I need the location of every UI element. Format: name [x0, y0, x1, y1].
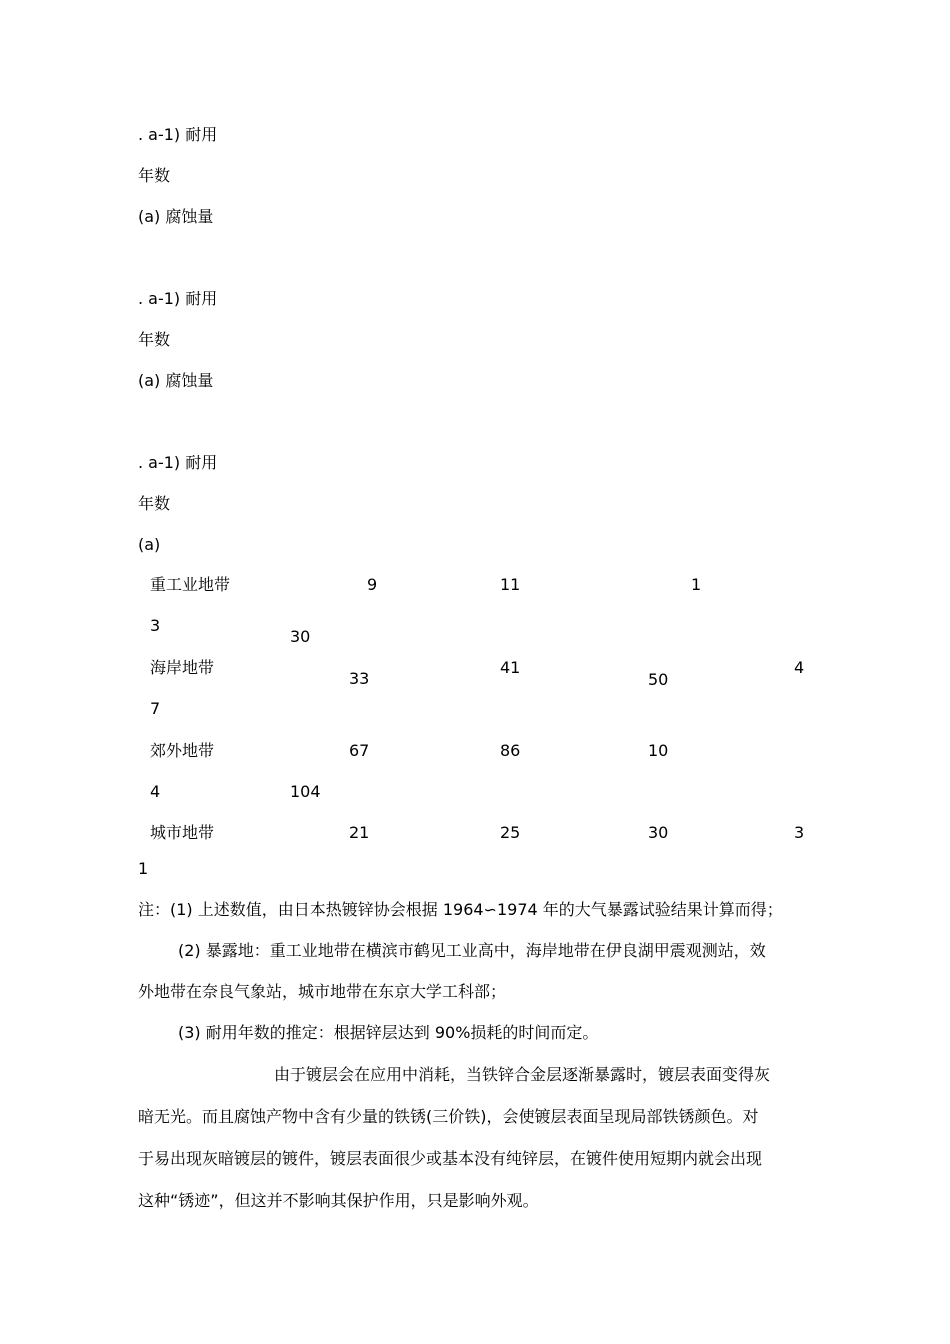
table-cell: 30 — [648, 823, 669, 842]
table-cell: 33 — [349, 669, 370, 688]
table-cell: 9 — [367, 575, 378, 594]
table-cell: 4 — [150, 782, 161, 801]
table-cell: 1 — [691, 575, 702, 594]
row-label: 城市地带 — [150, 823, 215, 842]
block1-line2: 年数 — [138, 166, 171, 185]
table-cell: 3 — [150, 616, 161, 635]
table-cell: 50 — [648, 670, 669, 689]
table-cell: 3 — [794, 823, 805, 842]
block3-line3: (a) — [138, 535, 161, 554]
paragraph-line1: 由于镀层会在应用中消耗，当铁锌合金层逐渐暴露时，镀层表面变得灰 — [274, 1065, 771, 1084]
block3-line1: . a-1) 耐用 — [138, 453, 218, 472]
paragraph-line2: 暗无光。而且腐蚀产物中含有少量的铁锈(三价铁)，会使镀层表面呈现局部铁锈颜色。对 — [138, 1107, 759, 1126]
table-cell: 10 — [648, 741, 669, 760]
table-cell: 30 — [290, 627, 311, 646]
row-label: 海岸地带 — [150, 658, 215, 677]
block3-line2: 年数 — [138, 494, 171, 513]
block2-line3: (a) 腐蚀量 — [138, 371, 214, 390]
table-cell: 11 — [500, 575, 521, 594]
row-label: 郊外地带 — [150, 741, 215, 760]
table-cell: 4 — [794, 658, 805, 677]
block2-line1: . a-1) 耐用 — [138, 289, 218, 308]
table-cell: 86 — [500, 741, 521, 760]
table-cell: 7 — [150, 699, 161, 718]
table-cell: 1 — [138, 859, 149, 878]
table-cell: 25 — [500, 823, 521, 842]
block1-line3: (a) 腐蚀量 — [138, 207, 214, 226]
note-2-line1: (2) 暴露地：重工业地带在横滨市鹤见工业高中，海岸地带在伊良湖甲震观测站，效 — [178, 941, 766, 960]
note-2-line2: 外地带在奈良气象站，城市地带在东京大学工科部； — [138, 982, 507, 1001]
table-cell: 41 — [500, 658, 521, 677]
row-label: 重工业地带 — [150, 575, 231, 594]
table-cell: 104 — [290, 782, 321, 801]
table-cell: 67 — [349, 741, 370, 760]
block2-line2: 年数 — [138, 330, 171, 349]
paragraph-line3: 于易出现灰暗镀层的镀件，镀层表面很少或基本没有纯锌层，在镀件使用短期内就会出现 — [138, 1149, 763, 1168]
note-3: (3) 耐用年数的推定：根据锌层达到 90%损耗的时间而定。 — [178, 1023, 599, 1042]
block1-line1: . a-1) 耐用 — [138, 125, 218, 144]
note-1: 注：(1) 上述数值，由日本热镀锌协会根据 1964∽1974 年的大气暴露试验结果计算而得； — [138, 900, 783, 919]
paragraph-line4: 这种“锈迹”，但这并不影响其保护作用，只是影响外观。 — [138, 1191, 539, 1210]
table-cell: 21 — [349, 823, 370, 842]
